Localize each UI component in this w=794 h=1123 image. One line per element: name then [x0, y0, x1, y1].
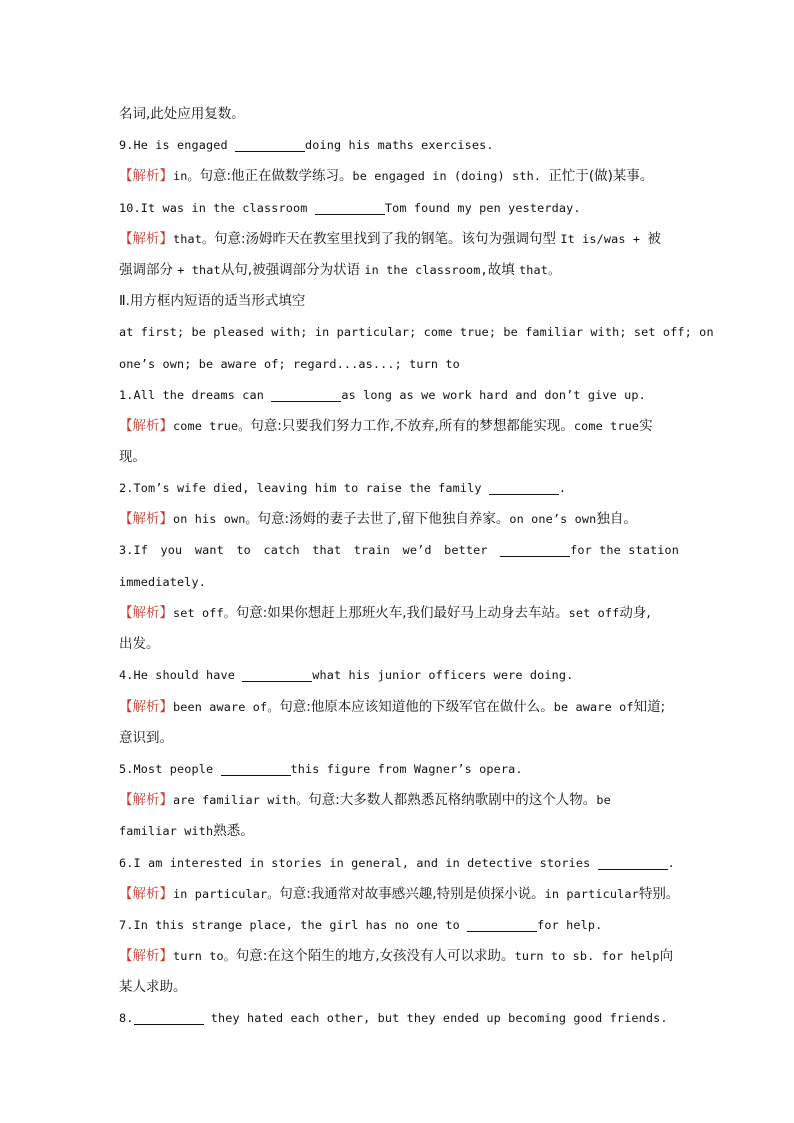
answer-text: come true。 [173, 418, 251, 433]
question-3 [119, 535, 679, 566]
question-3-cont [119, 566, 679, 597]
question-8 [119, 1002, 679, 1033]
question-text: 5.Most people [119, 761, 221, 776]
question-word: we’d [402, 542, 432, 557]
question-word: want [194, 542, 224, 557]
answer-text: It is/was + [560, 231, 648, 246]
question-text: they hated each other, but they ended up becoming good friends. [203, 1011, 668, 1026]
analysis-tag: 【解析】 [119, 948, 173, 965]
answer-3 [119, 597, 679, 628]
question-word: train [353, 542, 391, 557]
question-text: Tom found my pen yesterday. [384, 200, 581, 215]
explanation-text: 从句,被强调部分为状语 [220, 261, 365, 278]
phrase-box-line [119, 348, 679, 379]
answer-blank [489, 480, 559, 495]
answer-10 [119, 223, 679, 254]
document-page [119, 98, 714, 1034]
question-text: for the station [570, 542, 679, 557]
explanation-text: 句意:他原本应该知道他的下级军官在做什么。 [279, 698, 554, 715]
answer-text: that。 [519, 262, 560, 277]
answer-5 [119, 784, 679, 815]
answer-text: be aware of [553, 699, 634, 714]
answer-blank [598, 855, 668, 870]
explanation-text: 句意:在这个陌生的地方,女孩没有人可以求助。 [235, 948, 515, 965]
explanation-text: 实 [639, 417, 653, 434]
question-6 [119, 847, 679, 878]
analysis-tag: 【解析】 [119, 885, 173, 902]
explanation-text: 名词,此处应用复数。 [119, 106, 245, 122]
question-2 [119, 472, 679, 503]
question-9 [119, 129, 679, 160]
question-text: doing his maths exercises. [305, 138, 494, 153]
question-word: you [160, 542, 183, 557]
answer-10-cont [119, 254, 679, 285]
question-text: 9.He is engaged [119, 138, 236, 153]
answer-text: in particular。 [173, 886, 280, 901]
answer-blank [467, 917, 537, 932]
explanation-text: 句意:他正在做数学练习。 [199, 168, 353, 185]
explanation-text: 句意:汤姆昨天在教室里找到了我的钢笔。该句为强调句型 [213, 230, 561, 247]
explanation-text: 句意:如果你想赶上那班火车,我们最好马上动身去车站。 [235, 605, 569, 621]
answer-text: are familiar with。 [173, 793, 309, 808]
explanation-text: 向 [659, 948, 674, 965]
answer-text: turn to。 [173, 949, 236, 964]
question-text: as long as we work hard and don’t give up. [341, 387, 646, 402]
answer-text: been aware of。 [173, 699, 280, 714]
explanation-text: 动身, [619, 605, 651, 621]
answer-text: turn to sb. for help [514, 949, 660, 964]
explanation-text: 出发。 [119, 636, 160, 653]
answer-text: set off [568, 606, 620, 620]
answer-blank [271, 387, 341, 402]
answer-4 [119, 691, 679, 722]
explanation-text: 正忙于(做)某事。 [548, 168, 654, 185]
question-text: . [667, 855, 675, 870]
question-word: better [444, 542, 488, 557]
analysis-tag: 【解析】 [119, 230, 173, 247]
analysis-tag: 【解析】 [119, 698, 173, 715]
question-10 [119, 192, 679, 223]
explanation-text: 独自。 [596, 511, 637, 528]
answer-text: be [596, 793, 611, 808]
answer-text: come true [573, 418, 640, 433]
answer-blank [235, 137, 305, 152]
phrase-list: at first; be pleased with; in particular; come true; be familiar with; set off; on [119, 325, 714, 340]
question-text: 1.All the dreams can [119, 387, 272, 402]
explanation-text: 故填 [487, 261, 519, 278]
explanation-text: 句意:只要我们努力工作,不放弃,所有的梦想都能实现。 [250, 417, 574, 434]
explanation-text: 句意:我通常对故事感兴趣,特别是侦探小说。 [279, 885, 545, 902]
explanation-text: 知道; [633, 698, 666, 715]
question-text: 4.He should have [119, 668, 243, 683]
explanation-text: 某人求助。 [119, 979, 187, 996]
answer-blank [221, 761, 291, 776]
answer-4-cont [119, 722, 679, 753]
answer-text: familiar with [119, 824, 214, 839]
explanation-text: 现。 [119, 449, 146, 466]
explanation-text: 句意:大多数人都熟悉瓦格纳歌剧中的这个人物。 [308, 792, 597, 809]
explanation-text: 强调部分 [119, 261, 178, 278]
question-word: to [236, 542, 251, 557]
answer-text: that。 [173, 231, 214, 246]
question-text: what his junior officers were doing. [312, 668, 574, 683]
explanation-text: 意识到。 [119, 729, 173, 746]
answer-7-cont [119, 971, 679, 1002]
answer-blank [134, 1010, 204, 1025]
answer-2 [119, 503, 679, 534]
question-text: 7.In this strange place, the girl has no one to [119, 917, 468, 932]
answer-5-cont [119, 815, 679, 846]
question-text: this figure from Wagner’s opera. [290, 761, 523, 776]
question-text: 6.I am interested in stories in general, and in detective stories [119, 855, 598, 870]
explanation-text: 被 [647, 230, 661, 247]
phrase-list: one’s own; be aware of; regard...as...; turn to [119, 356, 460, 371]
question-text: 2.Tom’s wife died, leaving him to raise the family [119, 481, 489, 496]
question-text: 8. [119, 1011, 134, 1026]
question-5 [119, 753, 679, 784]
section-heading [119, 285, 679, 316]
answer-text: + that [177, 262, 221, 277]
answer-text: be engaged in (doing) sth. [352, 169, 549, 184]
analysis-tag: 【解析】 [119, 168, 173, 185]
analysis-tag: 【解析】 [119, 605, 173, 621]
answer-6 [119, 878, 679, 909]
answer-text: on his own。 [173, 512, 258, 527]
answer-1 [119, 410, 679, 441]
answer-1-cont [119, 441, 679, 472]
answer-text: on one’s own [509, 512, 597, 527]
answer-blank [242, 667, 312, 682]
explanation-text: 熟悉。 [213, 823, 254, 840]
analysis-tag: 【解析】 [119, 417, 173, 434]
question-word: catch [263, 542, 300, 557]
question-text: for help. [537, 917, 603, 932]
question-text: . [558, 481, 567, 496]
answer-3-cont [119, 628, 679, 659]
answer-blank [500, 542, 570, 557]
phrase-box-line [119, 316, 714, 347]
question-word: that [312, 542, 342, 557]
question-text: immediately. [119, 574, 207, 589]
explanation-text: 句意:汤姆的妻子去世了,留下他独自养家。 [257, 511, 510, 528]
answer-blank [315, 200, 385, 215]
question-word: 3.If [119, 542, 149, 557]
answer-text: in particular [544, 886, 639, 901]
answer-text: set off。 [173, 606, 236, 620]
explanation-text: 特别。 [638, 885, 680, 902]
analysis-tag: 【解析】 [119, 792, 173, 809]
question-7 [119, 909, 679, 940]
answer-text: in。 [173, 169, 200, 184]
answer-7 [119, 940, 679, 971]
question-4 [119, 659, 679, 690]
text-line [119, 98, 679, 129]
analysis-tag: 【解析】 [119, 511, 173, 528]
question-1 [119, 379, 679, 410]
answer-text: in the classroom, [364, 262, 488, 277]
answer-9 [119, 160, 679, 191]
question-text: 10.It was in the classroom [119, 200, 315, 215]
section-title: Ⅱ.用方框内短语的适当形式填空 [119, 293, 306, 310]
